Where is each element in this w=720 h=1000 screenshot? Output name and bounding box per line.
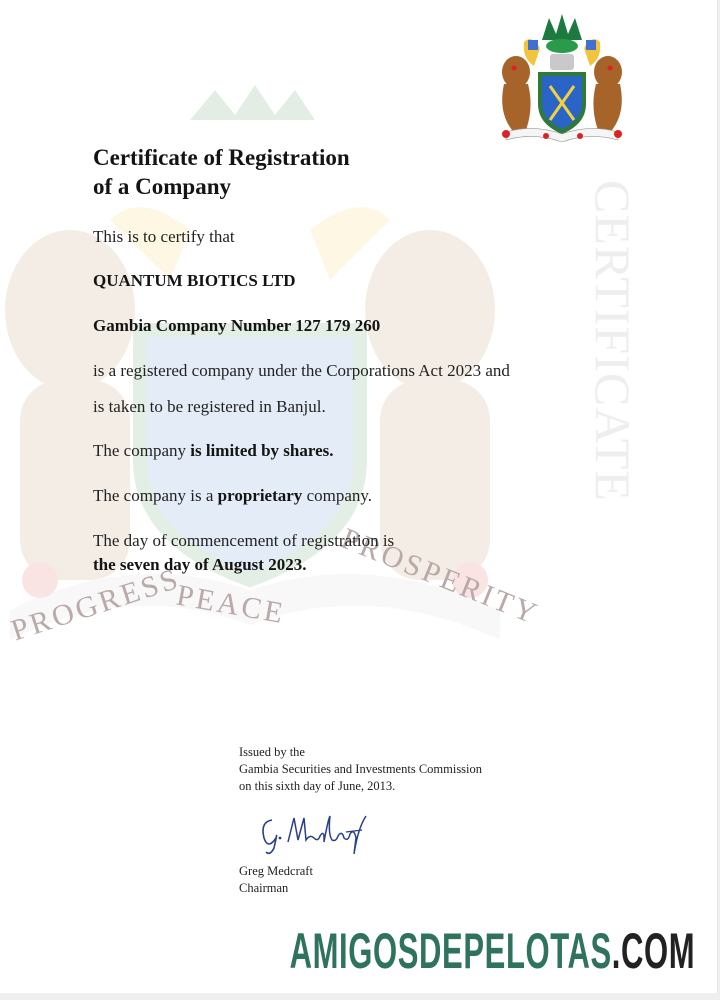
type-bold: proprietary: [217, 486, 303, 505]
registered-statement-line-1: is a registered company under the Corporations Act 2023 and: [93, 361, 510, 380]
title-line-2: of a Company: [93, 174, 232, 199]
title-line-1: Certificate of Registration: [93, 145, 350, 170]
signature-image: [258, 808, 378, 858]
issue-date: on this sixth day of June, 2013.: [239, 779, 396, 793]
certify-intro: This is to certify that: [93, 227, 235, 246]
site-tld: .COM: [611, 923, 695, 979]
certificate-title: [93, 143, 350, 201]
registered-statement-line-2: is taken to be registered in Banjul.: [93, 397, 326, 416]
commencement-date: the seven day of August 2023.: [93, 555, 307, 574]
gambia-coat-of-arms-icon: [494, 12, 630, 142]
site-name: AMIGOSDEPELOTAS: [289, 923, 612, 979]
limited-prefix: The company: [93, 441, 191, 460]
watermark-motto-center: PEACE: [174, 578, 289, 631]
site-watermark-logo: [289, 922, 695, 980]
company-type-statement: [93, 485, 372, 507]
limited-by-shares-statement: [93, 440, 334, 462]
type-suffix: company.: [302, 486, 373, 505]
company-number: Gambia Company Number 127 179 260: [93, 316, 381, 335]
issued-by-line: Issued by the: [239, 745, 305, 759]
company-name: QUANTUM BIOTICS LTD: [93, 271, 296, 290]
signatory-name: Greg Medcraft: [239, 864, 313, 878]
limited-bold: is limited by shares.: [190, 441, 334, 460]
watermark-motto-left: PROGRESS: [7, 561, 185, 648]
watermark-motto-right: PROSPERITY: [336, 521, 544, 632]
issuing-authority: Gambia Securities and Investments Commission: [239, 762, 483, 776]
vertical-certificate-watermark: CERTIFICATE: [585, 180, 641, 502]
signatory-role: Chairman: [239, 881, 289, 895]
commencement-line-1: The day of commencement of registration is: [93, 531, 395, 550]
type-prefix: The company is a: [93, 486, 218, 505]
